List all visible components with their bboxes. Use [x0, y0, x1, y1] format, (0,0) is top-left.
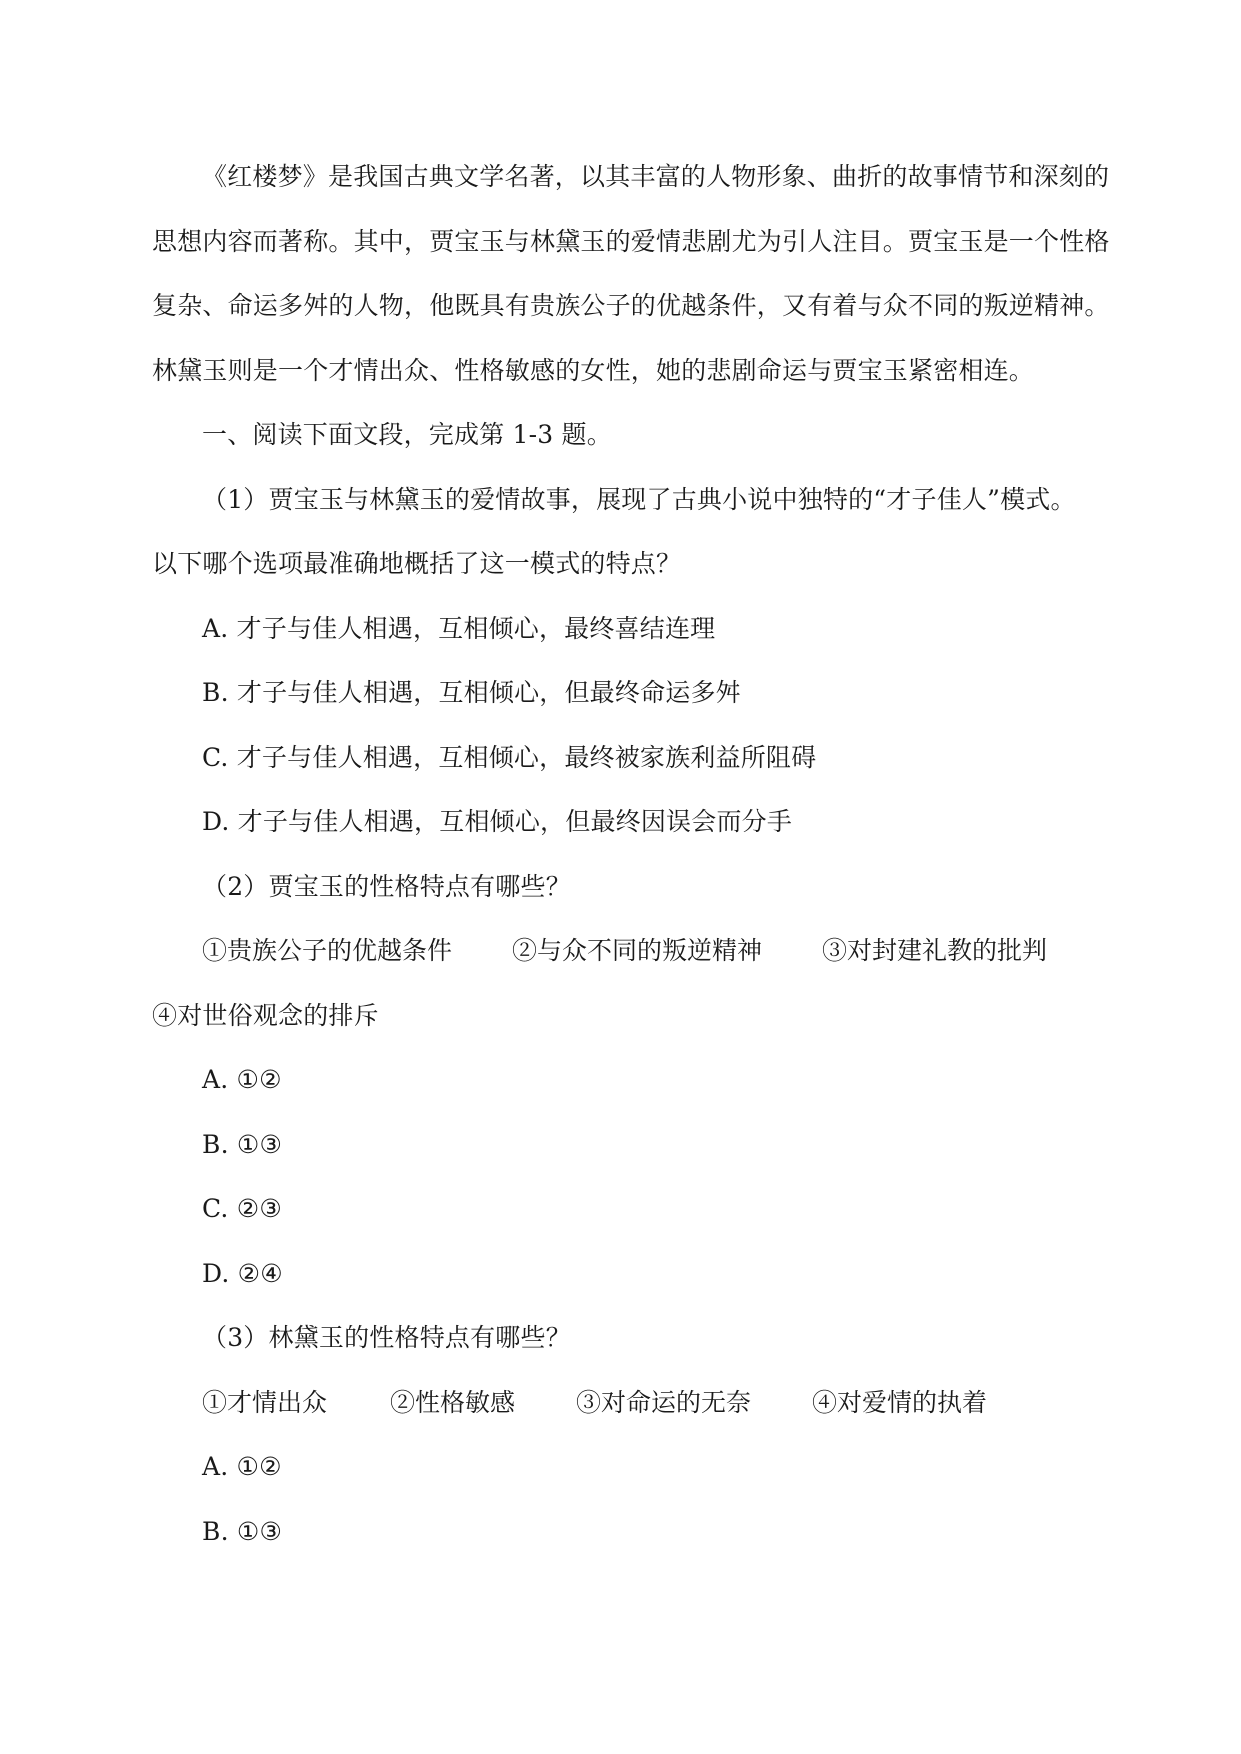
q2-item-4: ④对世俗观念的排斥 — [152, 1000, 379, 1030]
q2-items-row — [152, 919, 1112, 984]
q3-items-row — [152, 1371, 1112, 1436]
intro-line-2: 思想内容而著称。其中，贾宝玉与林黛玉的爱情悲剧尤为引人注目。贾宝玉是一个性格 — [152, 226, 1110, 256]
q2-option-a: A. ①② — [202, 1065, 282, 1094]
q2-stem: （2）贾宝玉的性格特点有哪些？ — [202, 871, 571, 901]
q2-item-1: ①贵族公子的优越条件 — [202, 936, 453, 965]
q2-option-c: C. ②③ — [202, 1194, 282, 1223]
q1-option-b: B. 才子与佳人相遇，互相倾心，但最终命运多舛 — [202, 678, 741, 707]
q3-item-2: ②性格敏感 — [390, 1387, 516, 1417]
q3-option-b: B. ①③ — [202, 1516, 283, 1546]
q3-item-4: ④对爱情的执着 — [812, 1387, 988, 1417]
intro-line-4: 林黛玉则是一个才情出众、性格敏感的女性，她的悲剧命运与贾宝玉紧密相连。 — [152, 355, 1035, 385]
q2-item-2: ②与众不同的叛逆精神 — [512, 936, 763, 965]
intro-line-1: 《红楼梦》是我国古典文学名著，以其丰富的人物形象、曲折的故事情节和深刻的 — [202, 162, 1110, 191]
q3-option-a: A. ①② — [202, 1452, 282, 1481]
document-content — [152, 145, 1112, 1564]
q3-stem: （3）林黛玉的性格特点有哪些？ — [202, 1323, 571, 1352]
section-heading: 一、阅读下面文段，完成第 1-3 题。 — [202, 420, 612, 449]
q3-item-3: ③对命运的无奈 — [576, 1387, 752, 1417]
q1-option-a: A. 才子与佳人相遇，互相倾心，最终喜结连理 — [202, 613, 716, 643]
q2-option-b: B. ①③ — [202, 1129, 283, 1159]
q1-stem-line-2: 以下哪个选项最准确地概括了这一模式的特点？ — [152, 549, 682, 578]
q1-option-c: C. 才子与佳人相遇，互相倾心，最终被家族利益所阻碍 — [202, 742, 817, 772]
q3-item-1: ①才情出众 — [202, 1387, 328, 1417]
q2-option-d: D. ②④ — [202, 1258, 283, 1288]
intro-line-3: 复杂、命运多舛的人物，他既具有贵族公子的优越条件，又有着与众不同的叛逆精神。 — [152, 291, 1110, 320]
q1-stem-line-1: （1）贾宝玉与林黛玉的爱情故事，展现了古典小说中独特的“才子佳人”模式。 — [202, 484, 1076, 514]
q1-option-d: D. 才子与佳人相遇，互相倾心，但最终因误会而分手 — [202, 807, 793, 836]
q2-item-3: ③对封建礼教的批判 — [822, 936, 1048, 965]
